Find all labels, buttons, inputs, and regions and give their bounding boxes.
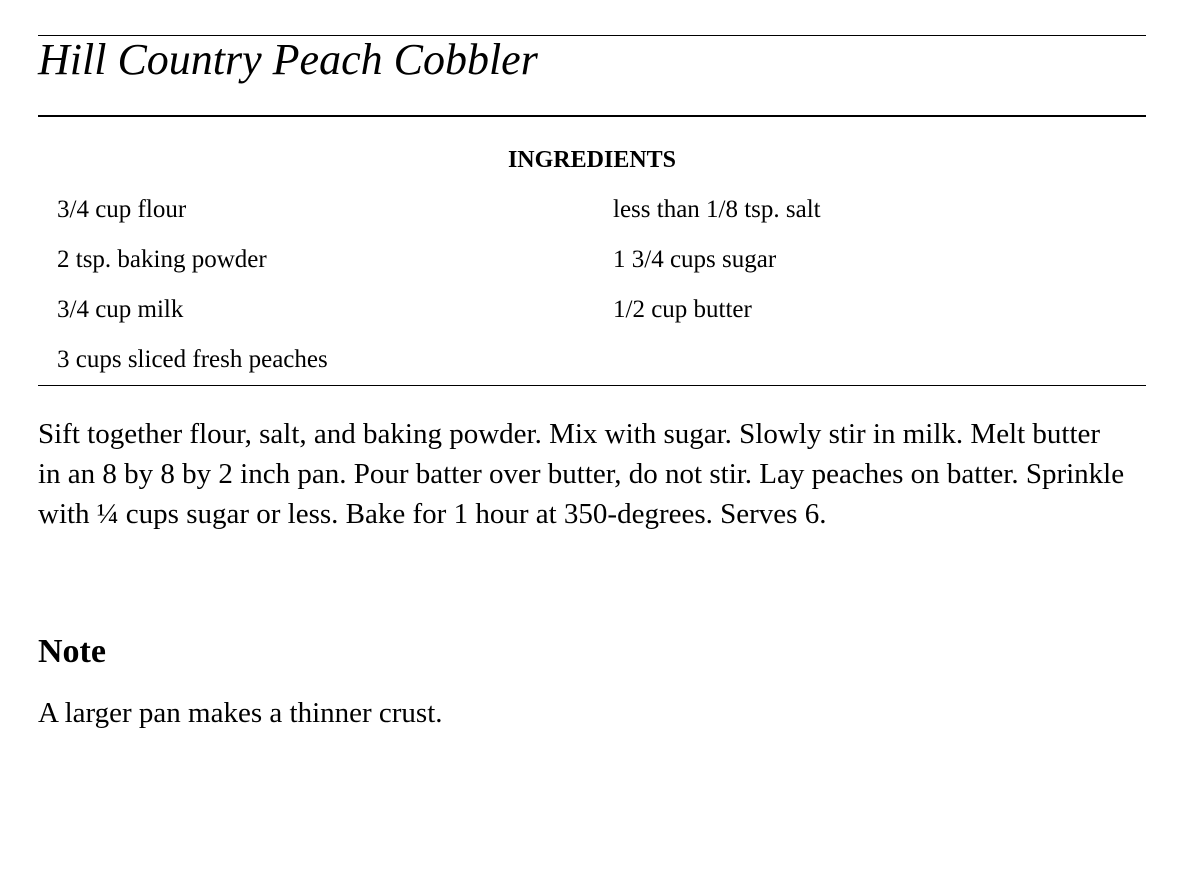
title-divider: [38, 115, 1146, 117]
ingredient-item: 2 tsp. baking powder: [57, 246, 267, 273]
note-text: A larger pan makes a thinner crust.: [38, 697, 443, 729]
directions-text: Sift together flour, salt, and baking powder. Mix with sugar. Slowly stir in milk. Melt butter in an 8 by 8 by 2 inch pan. Pour batter over butter, do not stir. Lay peaches on batter. Sprinkle with ¼ cups sugar or less. Bake for 1 hour at 350-degrees. Serves 6.: [38, 418, 1125, 530]
ingredient-item: 1/2 cup butter: [613, 296, 752, 323]
ingredient-item: 1 3/4 cups sugar: [613, 246, 777, 273]
ingredients-heading: INGREDIENTS: [507, 147, 677, 173]
ingredient-item: 3/4 cup flour: [57, 196, 187, 223]
ingredients-divider: [38, 385, 1146, 386]
note-heading: Note: [38, 633, 106, 670]
ingredient-item: less than 1/8 tsp. salt: [613, 196, 821, 223]
ingredient-item: 3/4 cup milk: [57, 296, 184, 323]
ingredient-item: 3 cups sliced fresh peaches: [57, 346, 328, 373]
recipe-title: Hill Country Peach Cobbler: [38, 35, 538, 84]
